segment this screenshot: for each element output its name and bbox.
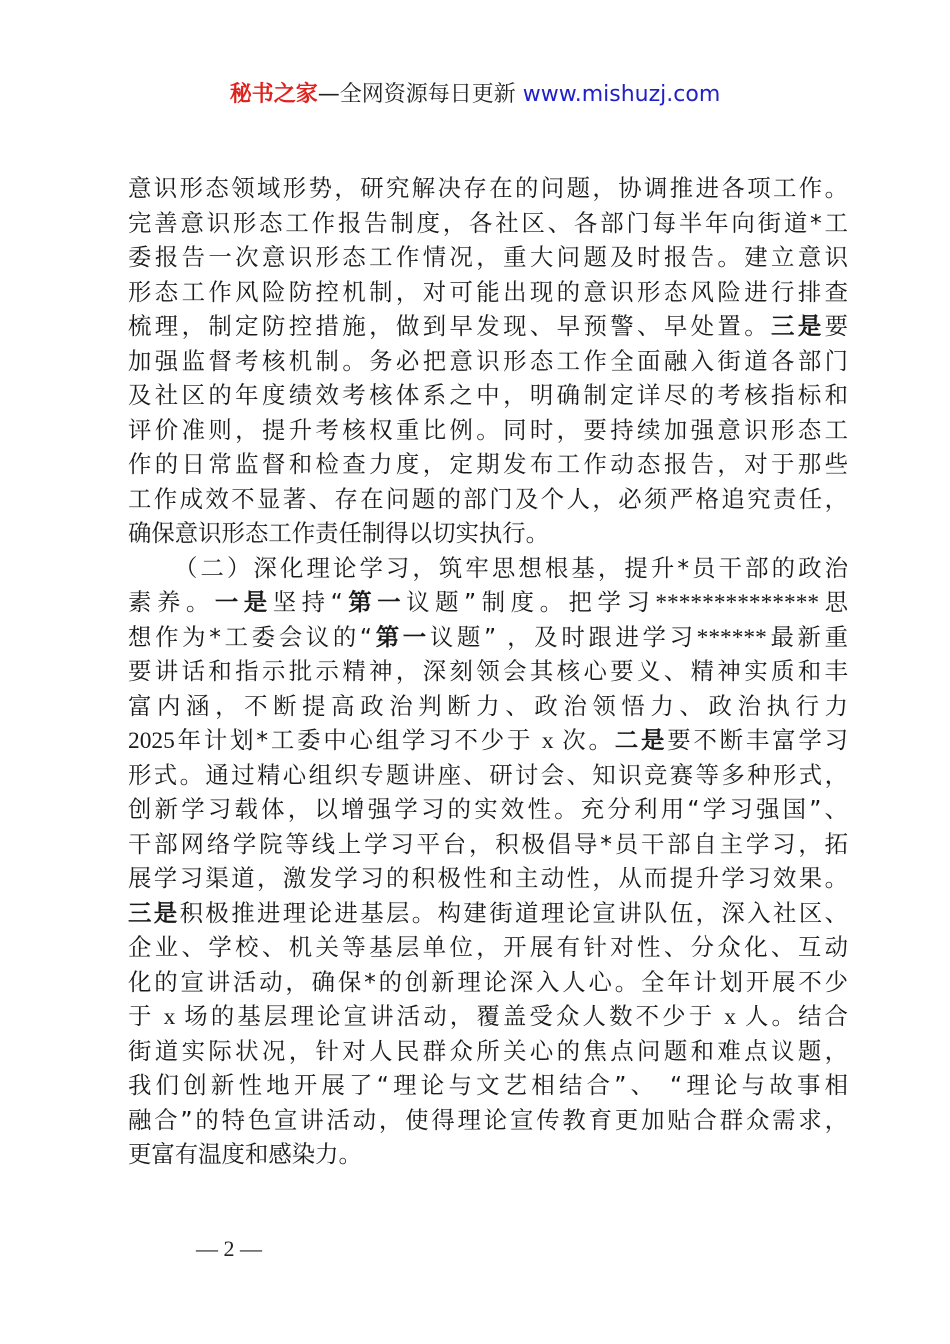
text-line xyxy=(128,585,848,620)
text-line xyxy=(128,930,848,965)
text-line xyxy=(128,792,848,827)
text-segment: 更富有温度和感染力。 xyxy=(128,1140,362,1168)
text-segment: x xyxy=(715,1004,745,1030)
text-segment: x xyxy=(154,1004,185,1030)
text-segment: 次。 xyxy=(562,726,615,754)
text-line xyxy=(128,275,848,310)
text-line xyxy=(128,620,848,655)
bold-text-segment: 三是 xyxy=(128,898,180,927)
text-line xyxy=(128,1137,848,1172)
text-segment: 场的基层理论宣讲活动，覆盖受众人数不少于 xyxy=(184,1002,716,1030)
text-line xyxy=(128,896,848,931)
text-segment: 融合”的特色宣讲活动，使得理论宣传教育更加贴合群众需求， xyxy=(128,1105,848,1134)
text-segment: 要不断丰富学习 xyxy=(667,726,848,754)
text-segment: 化的宣讲活动，确保*的创新理论深入人心。全年计划开展不少 xyxy=(128,967,848,996)
text-line xyxy=(128,827,848,862)
text-line xyxy=(128,240,848,275)
bold-text-segment: 一是 xyxy=(214,588,273,616)
text-line xyxy=(128,1034,848,1069)
site-url-link[interactable]: www.mishuzj.com xyxy=(522,82,721,107)
text-segment: ****** xyxy=(696,624,767,651)
text-segment: 富内涵，不断提高政治判断力、政治领悟力、政治执行力 xyxy=(128,691,848,720)
bold-text-segment: 二是 xyxy=(614,726,668,754)
text-segment: 想作为*工委会议的“ xyxy=(128,622,373,651)
body-text xyxy=(128,171,848,1172)
page-number: — 2 — xyxy=(196,1236,262,1261)
text-line xyxy=(128,551,848,586)
text-segment: 形式。通过精心组织专题讲座、研讨会、知识竞赛等多种形式， xyxy=(128,760,848,789)
text-line xyxy=(128,1068,848,1103)
text-line xyxy=(128,654,848,689)
text-segment: 我们创新性地开展了“理论与文艺相结合”、 “理论与故事相 xyxy=(128,1071,848,1099)
text-segment: 思 xyxy=(819,588,848,616)
text-line xyxy=(128,413,848,448)
text-line xyxy=(128,516,848,551)
text-segment: 意识形态领域形势，研究解决存在的问题，协调推进各项工作。 xyxy=(128,174,848,202)
text-segment: 梳理，制定防控措施，做到早发现、早预警、早处置。 xyxy=(128,312,772,340)
text-segment: 创新学习载体，以增强学习的实效性。充分利用“学习强国”、 xyxy=(128,795,848,823)
text-segment: 完善意识形态工作报告制度，各社区、各部门每半年向街道*工 xyxy=(128,208,848,237)
text-segment: 坚持“ xyxy=(272,588,343,616)
text-line xyxy=(128,482,848,517)
text-line xyxy=(128,861,848,896)
text-line xyxy=(128,758,848,793)
text-line xyxy=(128,309,848,344)
text-segment: 年计划*工委中心组学习不少于 xyxy=(174,726,534,754)
text-segment: x xyxy=(533,728,563,754)
text-segment: 议题”制度。把学习 xyxy=(406,588,656,616)
text-segment: 街道实际状况，针对人民群众所关心的焦点问题和难点议题， xyxy=(128,1036,848,1065)
text-line xyxy=(128,344,848,379)
site-tagline: —全网资源每日更新 xyxy=(317,82,523,107)
text-line xyxy=(128,999,848,1034)
text-line xyxy=(128,1103,848,1138)
text-segment: ************** xyxy=(655,590,820,616)
site-banner xyxy=(0,78,950,112)
text-segment: 及社区的年度绩效考核体系之中，明确制定详尽的考核指标和 xyxy=(128,381,848,409)
text-segment: 工作成效不显著、存在问题的部门及个人，必须严格追究责任， xyxy=(128,484,848,513)
text-segment: 加强监督考核机制。务必把意识形态工作全面融入街道各部门 xyxy=(128,346,848,375)
text-line xyxy=(128,378,848,413)
text-segment: 于 xyxy=(128,1002,155,1030)
text-segment: 干部网络学院等线上学习平台，积极倡导*员干部自主学习，拓 xyxy=(128,829,848,858)
text-segment: 2025 xyxy=(128,728,175,754)
text-segment: 作的日常监督和检查力度，定期发布工作动态报告，对于那些 xyxy=(128,450,848,478)
text-segment: 确保意识形态工作责任制得以切实执行。 xyxy=(128,519,550,547)
bold-text-segment: 三是 xyxy=(771,312,825,340)
text-segment: 要 xyxy=(824,312,848,340)
text-segment: 形态工作风险防控机制，对可能出现的意识形态风险进行排查 xyxy=(128,277,848,306)
text-segment: 委报告一次意识形态工作情况，重大问题及时报告。建立意识 xyxy=(128,243,848,271)
text-segment: 积极推进理论进基层。构建街道理论宣讲队伍，深入社区、 xyxy=(179,898,848,927)
text-line xyxy=(128,206,848,241)
text-line xyxy=(128,447,848,482)
text-segment: 要讲话和指示批示精神，深刻领会其核心要义、精神实质和丰 xyxy=(128,657,848,685)
text-segment: 议题” ，及时跟进学习 xyxy=(429,622,697,651)
text-segment: （二）深化理论学习，筑牢思想根基，提升*员干部的政治 xyxy=(174,553,848,582)
bold-text-segment: 第一 xyxy=(342,588,407,616)
text-line xyxy=(128,689,848,724)
text-segment: 人。结合 xyxy=(745,1002,848,1030)
text-segment: 评价准则，提升考核权重比例。同时，要持续加强意识形态工 xyxy=(128,415,848,444)
text-line xyxy=(128,723,848,758)
text-segment: 最新重 xyxy=(766,622,848,651)
text-line xyxy=(128,171,848,206)
site-brand: 秘书之家 xyxy=(229,82,318,107)
text-line xyxy=(128,965,848,1000)
text-segment: 企业、学校、机关等基层单位，开展有针对性、分众化、互动 xyxy=(128,933,848,961)
text-segment: 素养。 xyxy=(128,588,215,616)
text-segment: 展学习渠道，激发学习的积极性和主动性，从而提升学习效果。 xyxy=(128,864,848,892)
bold-text-segment: 第一 xyxy=(372,622,430,651)
